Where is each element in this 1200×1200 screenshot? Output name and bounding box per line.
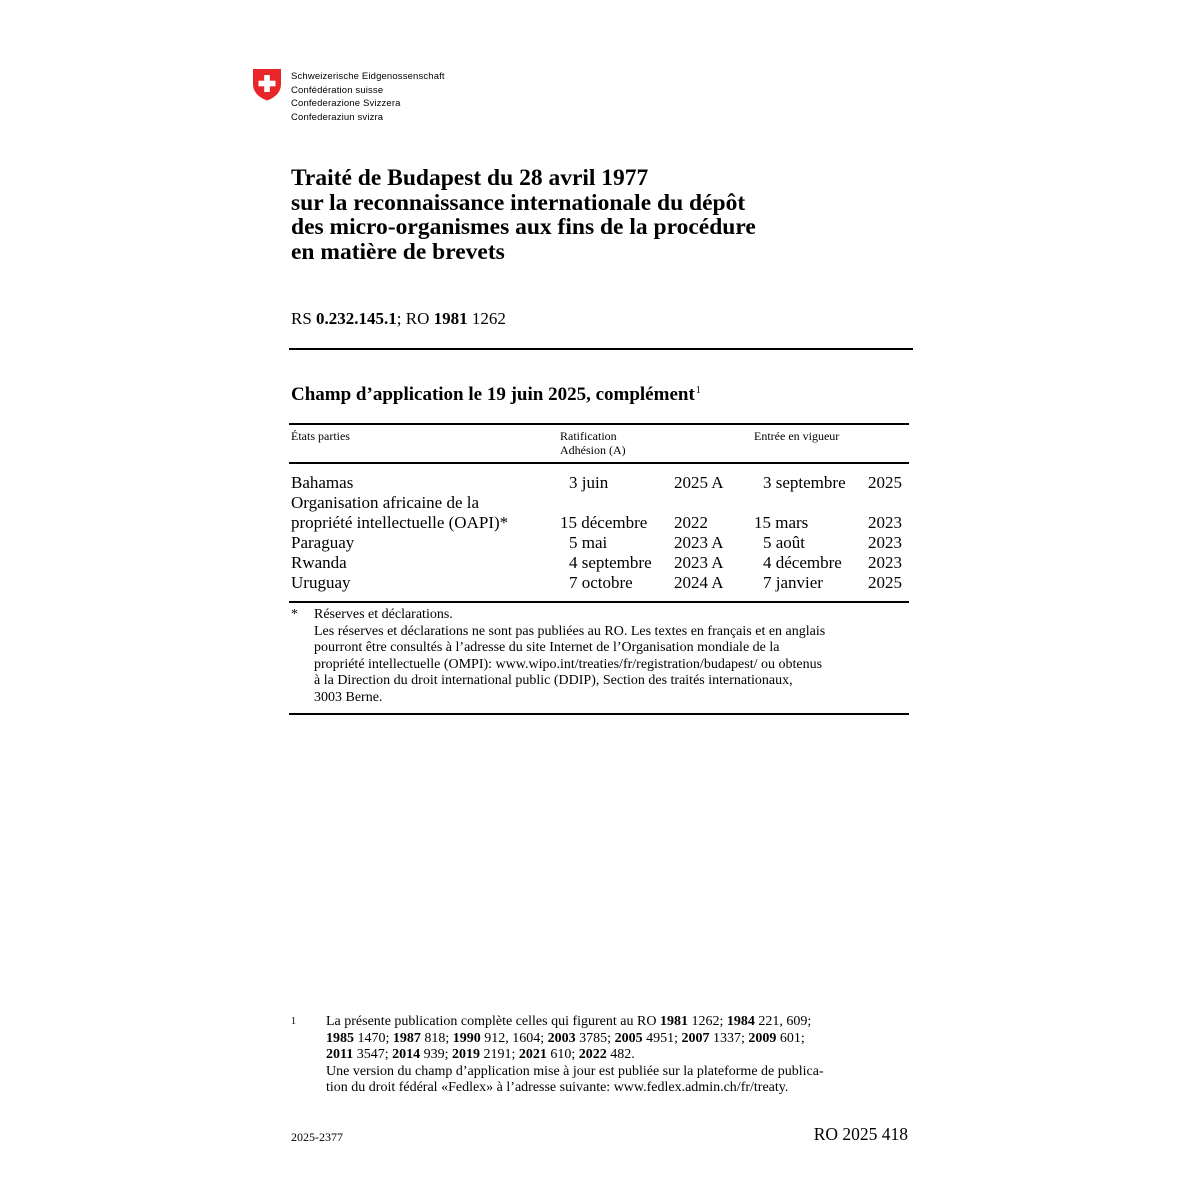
document-number: 2025-2377 <box>291 1130 343 1144</box>
footnote-text: 1470; <box>354 1030 393 1046</box>
footnote-text: 610; <box>546 1047 579 1062</box>
title-line: sur la reconnaissance internationale du dépôt <box>291 189 746 216</box>
footnote-text: La présente publication complète celles qui figurent au RO <box>326 1014 660 1029</box>
footnote-line <box>326 1031 916 1048</box>
note-line: pourront être consultés à l’adresse du site Internet de l’Organisation mondiale de la <box>314 640 780 655</box>
state-name-line1: Organisation africaine de la <box>291 493 480 512</box>
document-title <box>291 166 891 264</box>
ro-year: 1981 <box>433 309 468 328</box>
ratification-year: 2022 <box>674 513 708 532</box>
column-header-ratification-line2: Adhésion (A) <box>560 442 626 457</box>
footnote-year: 1981 <box>659 1014 688 1029</box>
footnote-text: 221, 609; <box>754 1014 812 1029</box>
footnote-text: 601; <box>776 1030 805 1046</box>
column-header-entry: Entrée en vigueur <box>754 429 840 443</box>
footnote-year: 2003 <box>547 1030 576 1046</box>
footnote-year: 2019 <box>452 1047 481 1062</box>
entry-year: 2025 <box>868 573 902 592</box>
entry-year: 2023 <box>868 513 902 532</box>
ratification-date: 15 décembre <box>560 513 648 532</box>
title-line: Traité de Budapest du 28 avril 1977 <box>291 165 649 191</box>
state-name: Rwanda <box>291 553 347 572</box>
ro-prefix: RO <box>405 309 430 328</box>
footnote-text: 3547; <box>353 1047 393 1062</box>
section-heading <box>291 384 701 406</box>
entry-date: 3 septembre <box>763 473 846 492</box>
confederation-names <box>291 70 445 124</box>
official-compilation-reference: RO 2025 418 <box>813 1124 908 1144</box>
section-heading-text: Champ d’application le 19 juin 2025, complément <box>291 384 695 405</box>
reference-separator: ; <box>396 309 402 328</box>
footnote-line: tion du droit fédéral «Fedlex» à l’adresse suivante: www.fedlex.admin.ch/fr/treaty. <box>326 1080 789 1095</box>
swiss-coat-of-arms-icon <box>252 68 282 101</box>
entry-year: 2025 <box>868 473 902 492</box>
note-line: à la Direction du droit international public (DDIP), Section des traités internationaux, <box>314 673 793 688</box>
footnote-year: 1990 <box>452 1030 481 1046</box>
footnote-year: 2014 <box>392 1047 421 1062</box>
rs-number: 0.232.145.1 <box>316 309 397 328</box>
note-line: Les réserves et déclarations ne sont pas publiées au RO. Les textes en français et en anglais <box>314 623 826 639</box>
note-marker: * <box>291 607 298 622</box>
title-line: des micro-organismes aux fins de la procédure <box>291 214 756 240</box>
ratification-date: 4 septembre <box>569 553 652 572</box>
rs-prefix: RS <box>291 309 312 328</box>
confederation-name-it: Confederazione Svizzera <box>291 98 401 109</box>
footnote-year: 2007 <box>681 1030 710 1046</box>
state-name: propriété intellectuelle (OAPI)* <box>291 513 509 532</box>
footnote-text: 912, 1604; <box>480 1030 548 1046</box>
confederation-name-rm: Confederaziun svizra <box>291 111 384 123</box>
footnote-text: 482. <box>606 1047 635 1062</box>
state-name: Bahamas <box>291 473 354 492</box>
ratification-year: 2024 A <box>674 573 724 592</box>
note-bottom-rule <box>289 713 909 715</box>
column-header-states: États parties <box>291 429 350 443</box>
footnote-text: 818; <box>420 1030 453 1046</box>
column-header-ratification <box>560 430 626 457</box>
entry-date: 7 janvier <box>763 573 823 592</box>
confederation-name-de: Schweizerische Eidgenossenschaft <box>291 71 445 82</box>
footnote-line <box>326 1047 916 1064</box>
ratification-date: 5 mai <box>569 533 608 552</box>
title-divider <box>289 348 913 350</box>
footnote-text: 1262; <box>687 1014 727 1029</box>
ratification-year: 2023 A <box>674 553 724 572</box>
footnote-year: 2011 <box>326 1047 354 1062</box>
column-header-ratification-line1: Ratification <box>560 429 617 443</box>
ratification-year: 2023 A <box>674 533 724 552</box>
note-line: Réserves et déclarations. <box>314 607 453 622</box>
footnote-year: 1984 <box>726 1014 755 1029</box>
footnote-text: 2191; <box>480 1047 519 1062</box>
footnote-line <box>326 1014 916 1031</box>
entry-year: 2023 <box>868 533 902 552</box>
footnote-year: 2022 <box>578 1047 607 1062</box>
state-name: Uruguay <box>291 573 351 592</box>
footnote-year: 1985 <box>326 1030 354 1046</box>
footnote-text: 3785; <box>575 1030 615 1046</box>
ro-page: 1262 <box>471 309 506 328</box>
note-line: 3003 Berne. <box>314 689 383 705</box>
footnote-line: Une version du champ d’application mise à jour est publiée sur la plateforme de publica- <box>326 1063 824 1079</box>
ratification-date: 3 juin <box>569 473 609 492</box>
state-name: Paraguay <box>291 533 355 552</box>
footnote-year: 2009 <box>748 1030 777 1046</box>
footnote-year: 2005 <box>614 1030 643 1046</box>
ratification-year: 2025 A <box>674 473 724 492</box>
footnote-reference: 1 <box>695 385 701 396</box>
footnote-text: 4951; <box>642 1030 682 1046</box>
title-line: en matière de brevets <box>291 238 505 265</box>
entry-year: 2023 <box>868 553 902 572</box>
footnote-year: 2021 <box>518 1047 547 1062</box>
footnote-year: 1987 <box>392 1030 421 1046</box>
reference-line <box>291 309 506 329</box>
footnote-text: 939; <box>420 1047 453 1062</box>
footnote-text: 1337; <box>709 1030 749 1046</box>
entry-date: 15 mars <box>754 513 809 532</box>
confederation-name-fr: Confédération suisse <box>291 84 384 96</box>
entry-date: 5 août <box>763 533 806 552</box>
table-top-rule <box>289 423 909 425</box>
ratification-date: 7 octobre <box>569 573 633 592</box>
entry-date: 4 décembre <box>763 553 842 572</box>
table-header-rule <box>289 462 909 464</box>
footnote-number: 1 <box>291 1016 296 1027</box>
note-line: propriété intellectuelle (OMPI): www.wipo.int/treaties/fr/registration/budapest/ ou obtenus <box>314 656 823 672</box>
table-bottom-rule <box>289 601 909 603</box>
